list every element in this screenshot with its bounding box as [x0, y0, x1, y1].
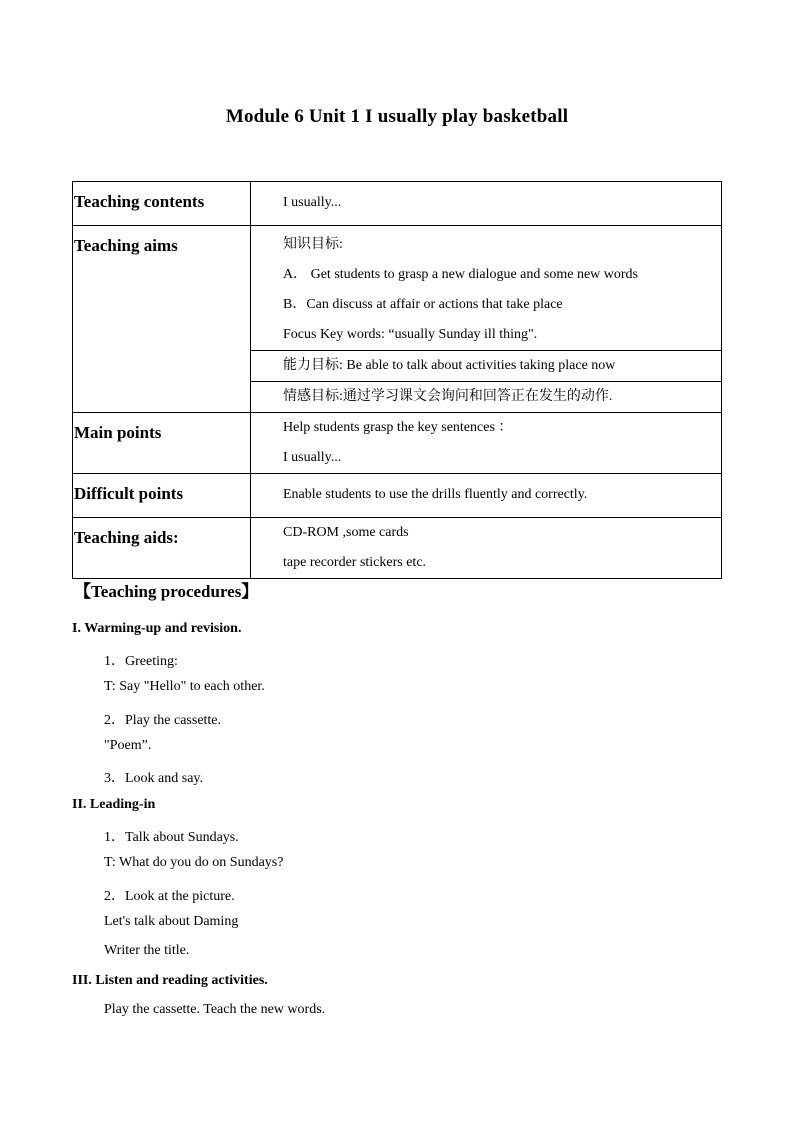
- difficult-points-label: Difficult points: [73, 474, 251, 518]
- difficult-points-cell: [251, 474, 722, 518]
- aims-ability-cell: [251, 351, 722, 382]
- section-2-heading: II. Leading-in: [72, 797, 156, 812]
- aims-label: Teaching aims: [73, 226, 251, 413]
- contents-cell: [251, 182, 722, 226]
- section-1-line: T: Say "Hello" to each other.: [104, 679, 265, 694]
- section-2-line: 2．Look at the picture.: [104, 889, 235, 904]
- aims-item-a: A． Get students to grasp a new dialogue and some new words: [283, 267, 638, 282]
- page-title: Module 6 Unit 1 I usually play basketball: [225, 106, 569, 127]
- section-3-heading: III. Listen and reading activities.: [72, 973, 268, 988]
- main-points-cell: [251, 413, 722, 474]
- section-1-line: 1．Greeting:: [104, 654, 178, 669]
- section-2-line: Writer the title.: [104, 943, 190, 958]
- aims-cell: [251, 226, 722, 351]
- difficult-points-value: Enable students to use the drills fluently and correctly.: [283, 487, 588, 502]
- table-row: [73, 518, 722, 579]
- teaching-aids-cell: [251, 518, 722, 579]
- main-points-line-2: I usually...: [283, 450, 342, 465]
- table-row: [73, 474, 722, 518]
- aims-focus: Focus Key words: “usually Sunday ill thing".: [283, 327, 538, 342]
- section-2-line: Let's talk about Daming: [104, 914, 239, 929]
- aims-emotion-cell: [251, 382, 722, 413]
- aims-emotion: 情感目标:通过学习课文会询问和回答正在发生的动作.: [283, 389, 613, 404]
- section-1-line: "Poem”.: [104, 738, 152, 753]
- teaching-aids-line-2: tape recorder stickers etc.: [283, 555, 427, 570]
- table-row: [73, 226, 722, 351]
- section-1-line: 3．Look and say.: [104, 771, 204, 786]
- section-1-heading: I. Warming-up and revision.: [72, 621, 242, 636]
- teaching-aids-line-1: CD-ROM ,some cards: [283, 525, 409, 540]
- aims-knowledge-heading: 知识目标:: [283, 237, 343, 252]
- table-row: [73, 182, 722, 226]
- contents-value: I usually...: [283, 195, 342, 210]
- teaching-aids-label: Teaching aids:: [73, 518, 251, 579]
- section-2-line: 1．Talk about Sundays.: [104, 830, 239, 845]
- section-3-line: Play the cassette. Teach the new words.: [104, 1002, 326, 1017]
- table-row: [73, 413, 722, 474]
- section-1-line: 2．Play the cassette.: [104, 713, 222, 728]
- procedures-heading: 【Teaching procedures】: [74, 582, 259, 601]
- aims-ability: 能力目标: Be able to talk about activities taking place now: [283, 358, 616, 373]
- aims-item-b: B．Can discuss at affair or actions that take place: [283, 297, 563, 312]
- main-points-line-1: Help students grasp the key sentences ：: [283, 420, 513, 435]
- lesson-plan-table: [72, 181, 722, 579]
- section-2-line: T: What do you do on Sundays?: [104, 855, 284, 870]
- main-points-label: Main points: [73, 413, 251, 474]
- contents-label: Teaching contents: [73, 182, 251, 226]
